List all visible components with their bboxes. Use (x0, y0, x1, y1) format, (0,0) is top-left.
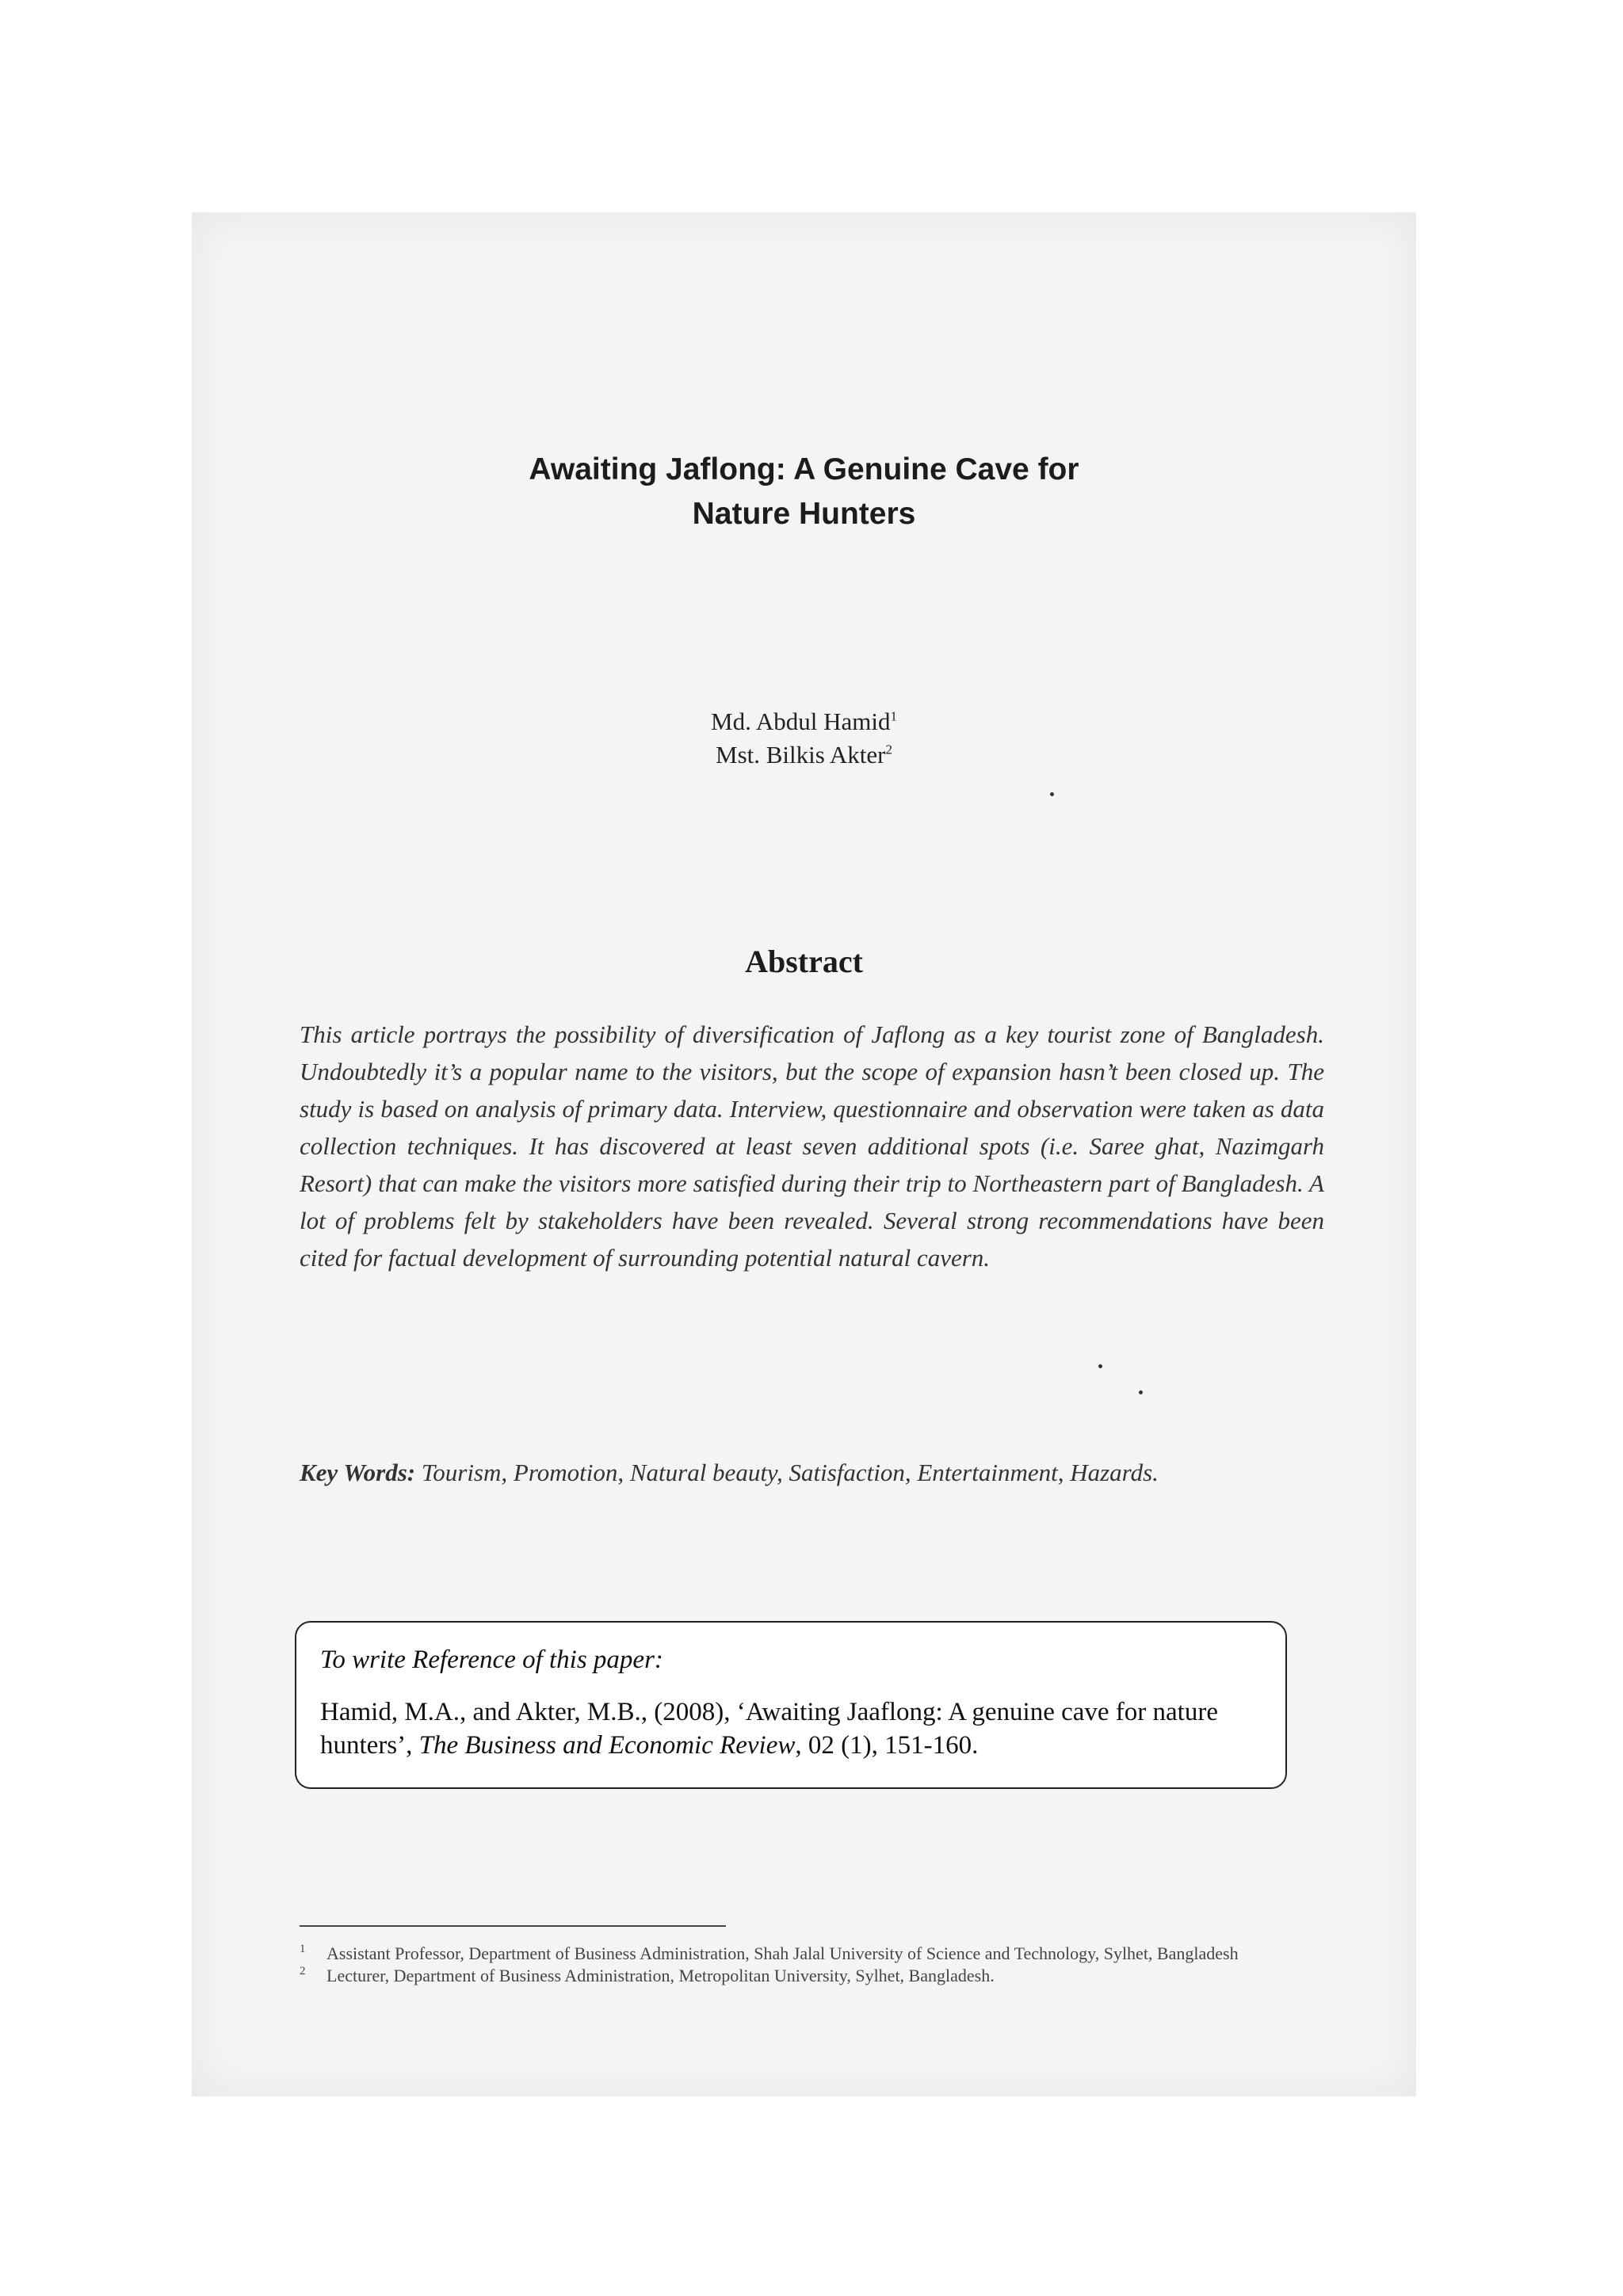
keywords-text: Tourism, Promotion, Natural beauty, Satisfaction, Entertainment, Hazards. (421, 1459, 1159, 1486)
citation-authors: Hamid, M.A., and Akter, M.B., (2008), ‘Awaiting Jaaflong: A genuine cave for nature hunters’, (320, 1698, 1218, 1760)
reference-heading: To write Reference of this paper: (320, 1646, 663, 1674)
title-line-2: Nature Hunters (692, 497, 916, 531)
footnote-text: Lecturer, Department of Business Administration, Metropolitan University, Sylhet, Bangladesh. (327, 1966, 995, 1985)
scan-speck (1050, 792, 1054, 796)
keywords-label: Key Words: (300, 1459, 416, 1486)
author-1 (192, 705, 1416, 738)
footnote-text: Assistant Professor, Department of Business Administration, Shah Jalal University of Science and Technology, Sylhet, Bangladesh (327, 1943, 1239, 1963)
author-name: Md. Abdul Hamid (711, 707, 891, 735)
author-footnote-mark: 1 (890, 708, 897, 724)
author-name: Mst. Bilkis Akter (716, 741, 886, 769)
author-footnote-mark: 2 (885, 742, 892, 757)
scan-speck (1139, 1390, 1143, 1394)
scan-speck (1098, 1364, 1102, 1368)
citation-journal: The Business and Economic Review (418, 1731, 796, 1760)
abstract-heading: Abstract (745, 944, 863, 979)
footnote-divider (300, 1925, 726, 1927)
title-line-1: Awaiting Jaflong: A Genuine Cave for (529, 452, 1079, 486)
reference-citation (320, 1695, 1262, 1762)
author-list (192, 705, 1416, 772)
author-2 (192, 738, 1416, 772)
footnotes (300, 1943, 1330, 1987)
keywords (300, 1454, 1324, 1491)
footnote-mark: 2 (300, 1965, 306, 1978)
footnote-1 (300, 1943, 1330, 1965)
abstract-body: This article portrays the possibility of diversification of Jaflong as a key tourist zone of Bangladesh. Undoubtedly it’s a popular name to the visitors, but the scope of expansion hasn’t been closed up. The study is based on analysis of primary data. Interview, questionnaire and observation were taken as data collection techniques. It has discovered at least seven additional spots (i.e. Saree ghat, Nazimgarh Resort) that can make the visitors more satisfied during their trip to Northeastern part of Bangladesh. A lot of problems felt by stakeholders have been revealed. Several strong recommendations have been cited for factual development of surrounding potential natural cavern. (300, 1020, 1324, 1272)
citation-details: , 02 (1), 151-160. (795, 1731, 979, 1760)
paper-title (192, 448, 1416, 536)
footnote-2 (300, 1965, 1330, 1987)
reference-box (295, 1621, 1287, 1789)
footnote-mark: 1 (300, 1943, 306, 1955)
